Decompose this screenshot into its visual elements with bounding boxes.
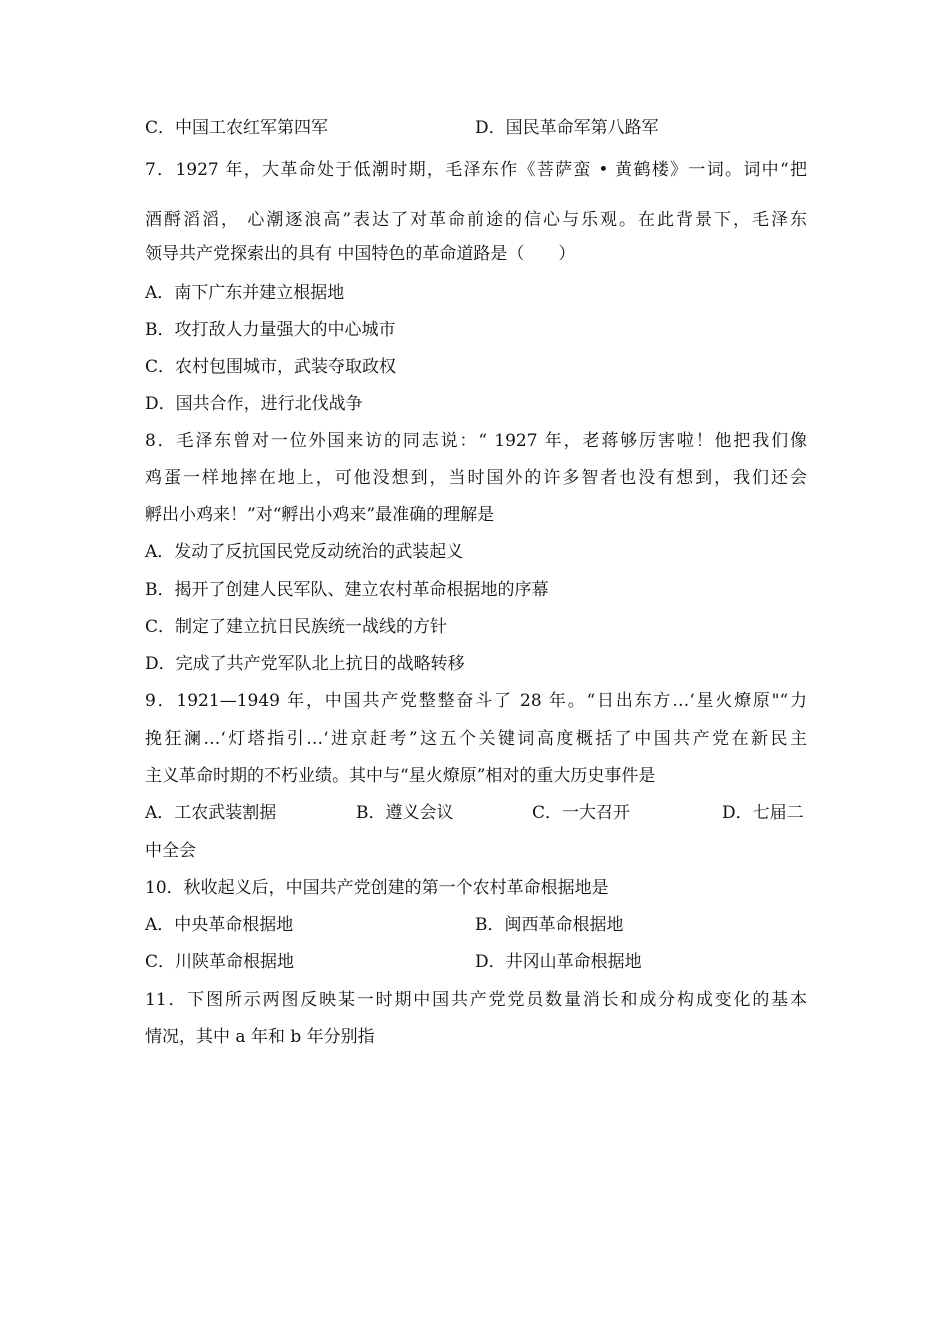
q6-option-d: D．国民革命军第八路军 — [475, 118, 659, 138]
q9-stem-line-2: 挽狂澜…‘灯塔指引…‘进京赶考”这五个关键词高度概括了中国共产党在新民主 — [145, 729, 807, 749]
q7-stem-line-3: 领导共产党探索出的具有 中国特色的革命道路是（ ） — [145, 244, 576, 264]
q7-option-a: A．南下广东并建立根据地 — [145, 283, 345, 303]
q8-stem-line-2: 鸡蛋一样地摔在地上，可他没想到，当时国外的许多智者也没有想到，我们还会 — [145, 468, 807, 488]
q8-option-c: C．制定了建立抗日民族统一战线的方针 — [145, 617, 448, 637]
q8-stem-line-1: 8．毛泽东曾对一位外国来访的同志说：“ 1927 年，老蒋够厉害啦！他把我们像 — [145, 431, 807, 451]
q11-stem-line-2: 情况，其中 a 年和 b 年分别指 — [145, 1027, 375, 1047]
q6-option-c: C．中国工农红军第四军 — [145, 118, 329, 138]
q8-stem-line-3: 孵出小鸡来！”对“孵出小鸡来”最准确的理解是 — [145, 505, 495, 525]
q10-stem: 10．秋收起义后，中国共产党创建的第一个农村革命根据地是 — [145, 878, 609, 898]
q7-stem-line-2: 酒酹滔滔， 心潮逐浪高”表达了对革命前途的信心与乐观。在此背景下，毛泽东 — [145, 210, 807, 230]
q9-stem-line-3: 主义革命时期的不朽业绩。其中与“星火燎原”相对的重大历史事件是 — [145, 766, 656, 786]
q10-option-a: A．中央革命根据地 — [145, 915, 294, 935]
q9-option-a: A．工农武装割据 — [145, 803, 277, 823]
q7-option-b: B．攻打敌人力量强大的中心城市 — [145, 320, 396, 340]
q8-option-a: A．发动了反抗国民党反动统治的武装起义 — [145, 542, 464, 562]
q7-stem-line-1: 7．1927 年，大革命处于低潮时期，毛泽东作《菩萨蛮 • 黄鹤楼》一词。词中“把 — [145, 160, 807, 180]
q10-option-d: D．井冈山革命根据地 — [475, 952, 642, 972]
q9-option-d-continued: 中全会 — [145, 841, 196, 861]
q7-option-d: D．国共合作，进行北伐战争 — [145, 394, 363, 414]
q9-option-b: B．遵义会议 — [356, 803, 454, 823]
q9-stem-line-1: 9．1921—1949 年，中国共产党整整奋斗了 28 年。“日出东方…‘星火燎原"“力 — [145, 691, 807, 711]
q10-option-b: B．闽西革命根据地 — [475, 915, 624, 935]
q11-stem-line-1: 11．下图所示两图反映某一时期中国共产党党员数量消长和成分构成变化的基本 — [145, 990, 807, 1010]
q9-option-d: D．七届二 — [722, 803, 804, 823]
q8-option-b: B．揭开了创建人民军队、建立农村革命根据地的序幕 — [145, 580, 549, 600]
q8-option-d: D．完成了共产党军队北上抗日的战略转移 — [145, 654, 465, 674]
q7-option-c: C．农村包围城市，武装夺取政权 — [145, 357, 397, 377]
q9-option-c: C．一大召开 — [532, 803, 631, 823]
q10-option-c: C．川陕革命根据地 — [145, 952, 295, 972]
